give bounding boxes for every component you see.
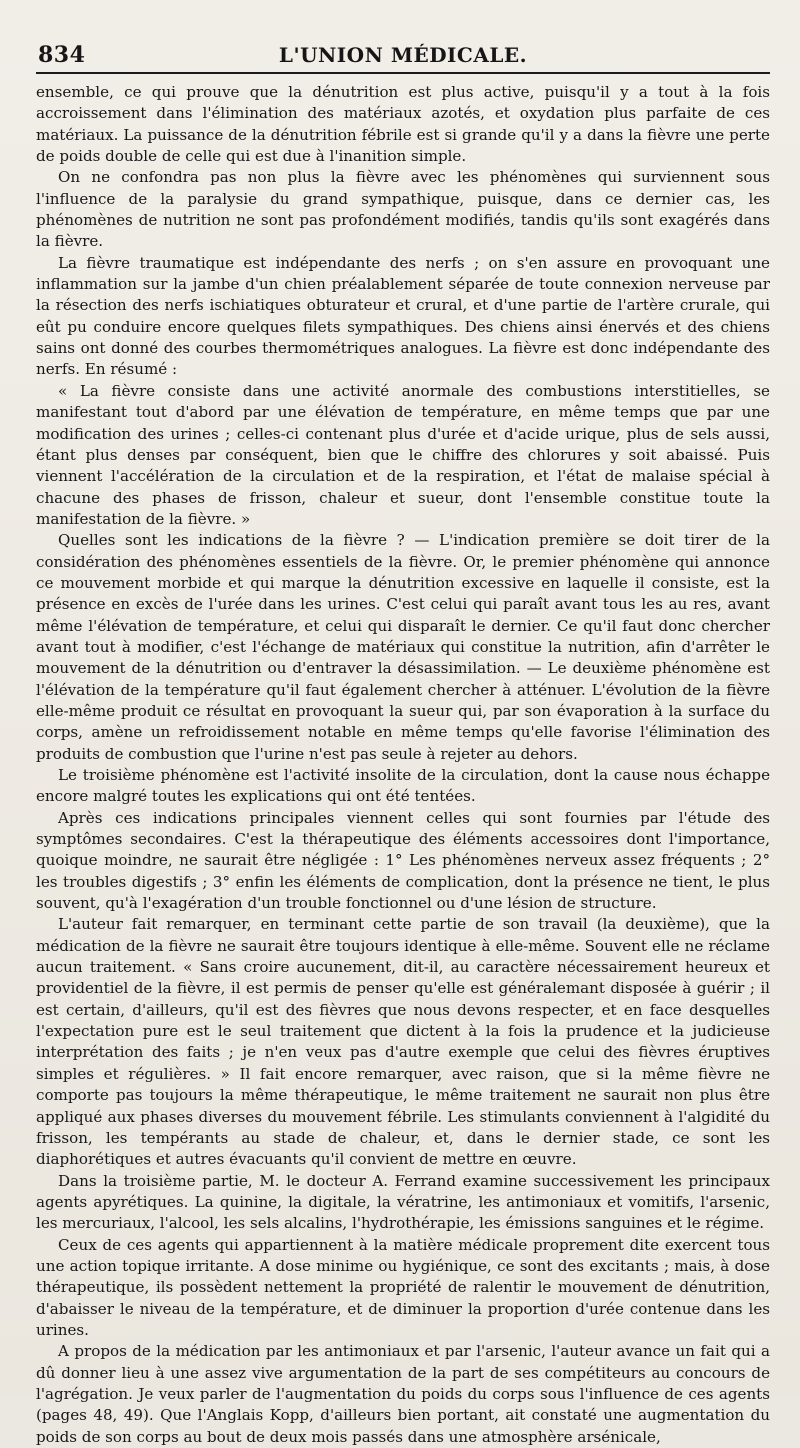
paragraph: Le troisième phénomène est l'activité insolite de la circulation, dont la cause nous échappe encore malgré toutes les explications qui ont été tentées. <box>36 766 770 806</box>
paragraph: On ne confondra pas non plus la fièvre avec les phénomènes qui surviennent sous l'influence de la paralysie du grand sympathique, puisque, dans ce dernier cas, les phénomènes de nutrition ne sont pas profondément modifiés, tandis qu'ils sont exagérés dans la fièvre. <box>36 168 770 251</box>
paragraph: L'auteur fait remarquer, en terminant cette partie de son travail (la deuxième), que la médication de la fièvre ne saurait être toujours identique à elle-même. Souvent elle ne réclame aucun traitement. « Sans croire aucunement, dit-il, au caractère nécessairement heureux et providentiel de la fièvre, il est permis de penser qu'elle est généralemant disposée à guérir ; il est certain, d'ailleurs, qu'il est des fièvres que nous devons respecter, et en face desquelles l'expectation pure est le seul traitement que dictent à la fois la prudence et la judicieuse interprétation des faits ; je n'en veux pas d'autre exemple que celui des fièvres éruptives simples et régulières. » Il fait encore remarquer, avec raison, que si la même fièvre ne comporte pas toujours la même thérapeutique, le même traitement ne saurait non plus être appliqué aux phases diverses du mouvement fébrile. Les stimulants conviennent à l'algidité du frisson, les tempérants au stade de chaleur, et, dans le dernier stade, ce sont les diaphorétiques et autres évacuants qu'il convient de mettre en œuvre. <box>36 915 770 1169</box>
paragraph: Ceux de ces agents qui appartiennent à la matière médicale proprement dite exercent tous une action topique irritante. A dose minime ou hygiénique, ce sont des excitants ; mais, à dose thérapeutique, ils possèdent nettement la propriété de ralentir le mouvement de dénutrition, d'abaisser le niveau de la température, et de diminuer la proportion d'urée contenue dans les urines. <box>36 1235 770 1339</box>
page-number: 834 <box>38 42 86 68</box>
article-body <box>36 82 770 1448</box>
paragraph: ensemble, ce qui prouve que la dénutrition est plus active, puisqu'il y a tout à la fois accroissement dans l'élimination des matériaux azotés, et oxydation plus parfaite de ces matériaux. La puissance de la dénutrition fébrile est si grande qu'il y a dans la fièvre une perte de poids double de celle qui est due à l'inanition simple. <box>36 83 770 166</box>
page-header <box>36 38 770 74</box>
paragraph: Dans la troisième partie, M. le docteur A. Ferrand examine successivement les principaux agents apyrétiques. La quinine, la digitale, la vératrine, les antimoniaux et vomitifs, l'arsenic, les mercuriaux, l'alcool, les sels alcalins, l'hydrothérapie, les émissions sanguines et le régime. <box>36 1171 770 1233</box>
running-title: L'UNION MÉDICALE. <box>278 43 528 67</box>
paragraph: La fièvre traumatique est indépendante des nerfs ; on s'en assure en provoquant une inflammation sur la jambe d'un chien préalablement séparée de toute connexion nerveuse par la résection des nerfs ischiatiques obturateur et crural, et d'une partie de l'artère crurale, qui eût pu conduire encore quelques filets sympathiques. Des chiens ainsi énervés et des chiens sains ont donné des courbes thermométriques analogues. La fièvre est donc indépendante des nerfs. En résumé : <box>36 253 770 379</box>
paragraph: A propos de la médication par les antimoniaux et par l'arsenic, l'auteur avance un fait qui a dû donner lieu à une assez vive argumentation de la part de ses compétiteurs au concours de l'agrégation. Je veux parler de l'augmentation du poids du corps sous l'influence de ces agents (pages 48, 49). Que l'Anglais Kopp, d'ailleurs bien portant, ait constaté une augmentation du poids de son corps au bout de deux mois passés dans une atmosphère arsénicale, <box>36 1342 770 1446</box>
paragraph: Quelles sont les indications de la fièvre ? — L'indication première se doit tirer de la considération des phénomènes essentiels de la fièvre. Or, le premier phénomène qui annonce ce mouvement morbide et qui marque la dénutrition excessive en laquelle il consiste, est la présence en excès de l'urée dans les urines. C'est celui qui paraît avant tous les au res, avant même l'élévation de température, et celui qui disparaît le dernier. Ce qu'il faut donc chercher avant tout à modifier, c'est l'échange de matériaux qui constitue la nutrition, afin d'arrêter le mouvement de la dénutrition ou d'entraver la désassimilation. — Le deuxième phénomène est l'élévation de la température qu'il faut également chercher à atténuer. L'évolution de la fièvre elle-même produit ce résultat en provoquant la sueur qui, par son évaporation à la surface du corps, amène un refroidissement notable en même temps qu'elle favorise l'élimination des produits de combustion que l'urine n'est pas seule à rejeter au dehors. <box>36 531 770 763</box>
paragraph: « La fièvre consiste dans une activité anormale des combustions interstitielles, se manifestant tout d'abord par une élévation de température, en même temps que par une modification des urines ; celles-ci contenant plus d'urée et d'acide urique, plus de sels aussi, étant plus denses par conséquent, bien que le chiffre des chlorures y soit abaissé. Puis viennent l'accélération de la circulation et de la respiration, et l'état de malaise spécial à chacune des phases de frisson, chaleur et sueur, dont l'ensemble constitue toute la manifestation de la fièvre. » <box>36 381 770 528</box>
paragraph: Après ces indications principales viennent celles qui sont fournies par l'étude des symptômes secondaires. C'est la thérapeutique des éléments accessoires dont l'importance, quoique moindre, ne saurait être négligée : 1° Les phénomènes nerveux assez fréquents ; 2° les troubles digestifs ; 3° enfin les éléments de complication, dont la présence ne tient, le plus souvent, qu'à l'exagération d'un trouble fonctionnel ou d'une lésion de structure. <box>36 808 770 913</box>
